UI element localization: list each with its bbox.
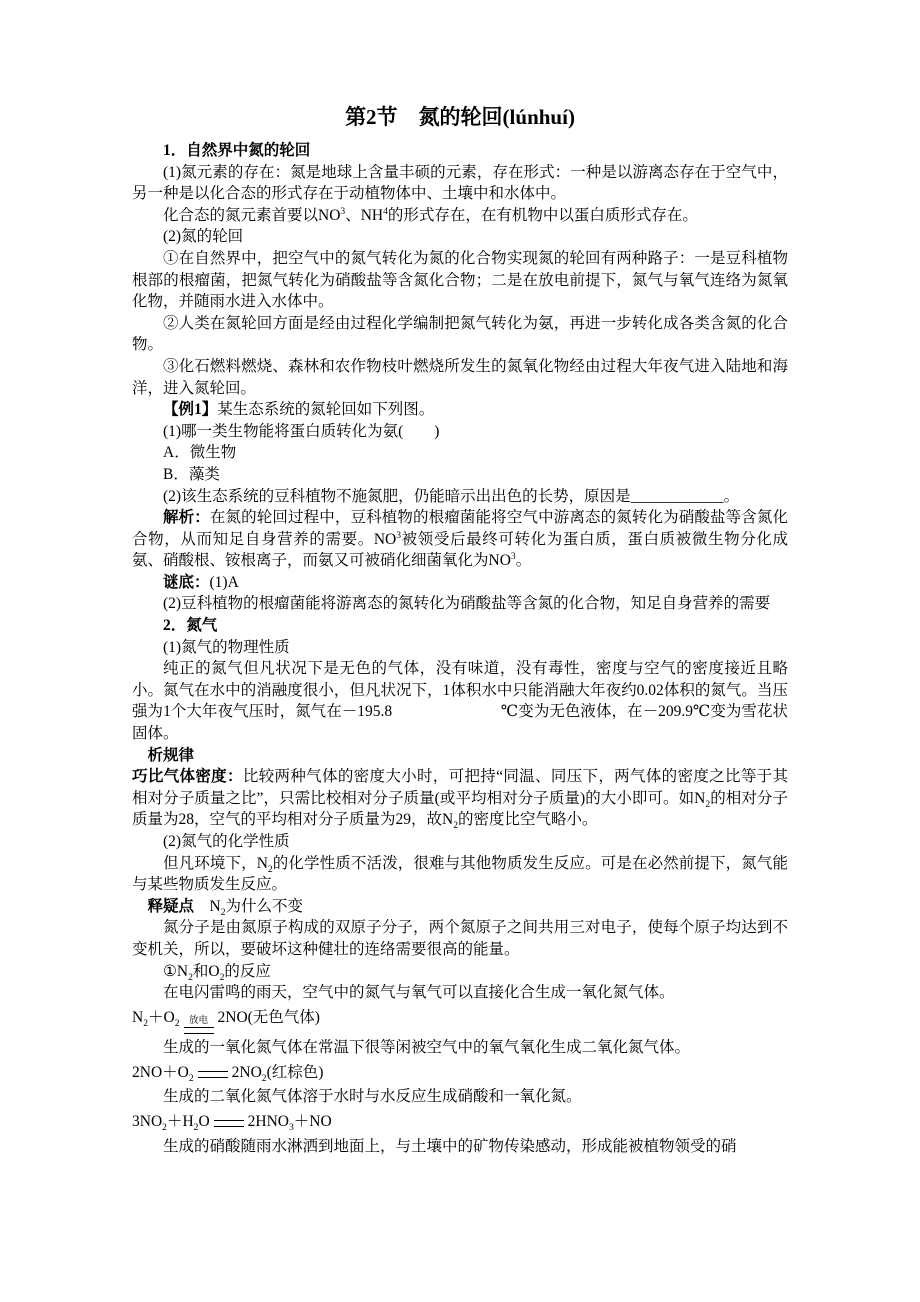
paragraph [132, 658, 788, 744]
text-run: (2)氮气的化学性质 [163, 833, 290, 850]
text-run: 的相对分子质量为28，空气的平均相对分子质量为29，故N [132, 789, 788, 829]
text-run: (1)A [209, 573, 239, 591]
paragraph [132, 1136, 788, 1158]
text-run: 氮分子是由氮原子构成的双原子分子，两个氮原子之间共用三对电子，使每个原子均达到不变机关，所以，要破坏这种健壮的连络需要很高的能量。 [132, 919, 788, 958]
paragraph [132, 853, 788, 896]
paragraph [132, 205, 788, 227]
paragraph [132, 1086, 788, 1108]
text-run: 2 [705, 798, 711, 810]
reaction-equation [132, 1111, 788, 1133]
paragraph [132, 248, 788, 313]
text-run: 在氮的轮回过程中，豆科植物的根瘤菌能将空气中游离态的氮转化为硝酸盐等含氮化合物，从而知足自身营养的需要。NO [132, 509, 788, 548]
example-heading [132, 399, 788, 421]
text-run: (1)哪一类生物能将蛋白质转化为氨( ) [163, 422, 440, 440]
text-run: 3 [288, 1122, 294, 1134]
text-run: (1)氮气的物理性质 [163, 638, 290, 656]
text-run: 3 [510, 551, 516, 563]
rule-body [132, 766, 788, 831]
text-run: 2 [188, 1072, 194, 1084]
text-run: 化合态的氮元素首要以NO [163, 206, 341, 224]
option-b [132, 464, 788, 486]
text-run: 的反应 [224, 962, 271, 980]
text-run: 2NO [231, 1063, 262, 1081]
text-run: 4 [383, 205, 388, 217]
text-run: ＋NO [293, 1113, 332, 1131]
text-run: 2HNO [247, 1113, 289, 1131]
heading-2 [132, 615, 788, 637]
text-run: 2 [453, 820, 458, 832]
text-run: 2 [219, 971, 225, 983]
text-run: 解析： [163, 509, 210, 527]
text-run: 3 [396, 529, 402, 541]
reaction-equals-sign [198, 1071, 228, 1078]
text-run: 被领受后最终可转化为蛋白质，蛋白质被微生物分化成氨、硝酸根、铵根离子，而氨又可被硝化细菌氧化为NO [132, 530, 788, 570]
text-run: 1．自然界中氮的轮回 [163, 142, 311, 159]
answer [132, 593, 788, 615]
text-run: 巧比气体密度： [132, 768, 243, 786]
text-run: B．藻类 [163, 465, 220, 483]
reaction-equation [132, 1007, 788, 1035]
option-a [132, 442, 788, 464]
text-run: 2 [267, 863, 273, 875]
paragraph [132, 961, 788, 983]
text-run: 2 [162, 1122, 167, 1134]
text-run: (1)氮元素的存在：氮是地球上含量丰硕的元素，存在形式：一种是以游离态存在于空气中，另一种是以化合态的形式存在于动植物体中、土壤中和水体中。 [132, 163, 788, 203]
text-run: ①在自然界中，把空气中的氮气转化为氮的化合物实现氮的轮回有两种路子：一是豆科植物根部的根瘤菌，把氮气转化为硝酸盐等含氮化合物；二是在放电前提下，氮气与氧气连络为氮氧化物，并随雨水进入水体中。 [132, 249, 788, 311]
paragraph [132, 831, 788, 853]
text-run: ＋O [148, 1008, 175, 1026]
double-bar-icon [198, 1071, 228, 1078]
text-run: ①N [163, 962, 189, 980]
reaction-equals-sign [184, 1017, 214, 1035]
text-run: 2 [174, 1017, 180, 1029]
text-run: 谜底： [163, 573, 210, 591]
text-run: 2．氮气 [163, 617, 218, 635]
text-run: 。 [515, 552, 532, 570]
text-run: 比较两种气体的密度大小时，可把持“同温、同压下，两气体的密度之比等于其相对分子质量之比”，只需比校相对分子质量(或平均相对分子质量)的大小即可。如N [132, 768, 788, 807]
text-run: 2NO(无色气体) [217, 1008, 320, 1026]
text-run: 2 [193, 1122, 199, 1134]
reaction-equals-sign [214, 1120, 244, 1127]
text-run: (红棕色) [266, 1063, 324, 1081]
double-bar-icon [214, 1120, 244, 1127]
rule-heading [132, 745, 788, 767]
text-run: 3NO [132, 1113, 163, 1131]
analysis [132, 507, 788, 572]
text-run: 、NH [345, 206, 384, 224]
text-run: 的化学性质不活泼，很难与其他物质发生反应。可是在必然前提下，氮气能与某些物质发生反应。 [132, 854, 788, 894]
reaction-condition-label: 放电 [188, 1015, 208, 1026]
reaction-equation [132, 1062, 788, 1084]
double-bar-icon [184, 1027, 214, 1034]
text-run: N [132, 1008, 144, 1026]
text-run: 生成的硝酸随雨水淋洒到地面上，与土壤中的矿物传染感动，形成能被植物领受的硝 [163, 1137, 737, 1155]
text-run: N [194, 897, 221, 915]
text-run: 2NO＋O [132, 1063, 189, 1081]
paragraph [132, 1037, 788, 1059]
text-run: 2 [188, 971, 193, 983]
text-run: 但凡环境下，N [163, 854, 268, 872]
text-run: 在电闪雷鸣的雨天，空气中的氮气与氧气可以直接化合生成一氧化氮气体。 [163, 984, 675, 1002]
text-run: 为什么不变 [225, 897, 304, 915]
paragraph [132, 313, 788, 356]
question [132, 486, 788, 508]
text-run: 2 [220, 906, 226, 918]
paragraph [132, 162, 788, 205]
text-run: 释疑点 [147, 897, 195, 915]
text-run: 2 [261, 1072, 267, 1084]
paragraph [132, 917, 788, 960]
question [132, 421, 788, 443]
paragraph [132, 637, 788, 659]
answer [132, 572, 788, 594]
text-run: ＋H [166, 1113, 194, 1131]
text-run: ③化石燃料燃烧、森林和农作物枝叶燃烧所发生的氮氧化物经由过程大年夜气进入陆地和海洋，进入氮轮回。 [132, 357, 788, 397]
text-run: 3 [340, 205, 346, 217]
text-run: 和O [192, 962, 220, 980]
text-run: A．微生物 [163, 444, 237, 462]
text-run: ②人类在氮轮回方面是经由过程化学编制把氮气转化为氨，再进一步转化成各类含氮的化合物。 [132, 314, 788, 354]
paragraph [132, 356, 788, 399]
text-run: 的密度比空气略小。 [458, 811, 598, 829]
text-run: 生成的一氧化氮气体在常温下很等闲被空气中的氧气氧化生成二氧化氮气体。 [163, 1039, 691, 1057]
paragraph [132, 226, 788, 248]
text-run: (2)氮的轮回 [163, 228, 244, 246]
text-run: 【例1】 [163, 401, 218, 419]
text-run: 纯正的氮气但凡状况下是无色的气体，没有味道，没有毒性，密度与空气的密度接近且略小。氮气在水中的消融度很小，但凡状况下，1体积水中只能消融大年夜约0.02体积的氮气。当压强为1个大年夜气压时，氮气在－195.8 ℃变为无色液体，在－209.9℃变为雪花状固体。 [132, 660, 788, 743]
page-title: 第2节 氮的轮回(lúnhuí) [345, 105, 575, 129]
document-body [132, 140, 788, 1157]
text-run: (2)豆科植物的根瘤菌能将游离态的氮转化为硝酸盐等含氮的化合物，知足自身营养的需要 [163, 595, 771, 613]
text-run: 某生态系统的氮轮回如下列图。 [217, 401, 435, 419]
paragraph [132, 982, 788, 1004]
heading-1 [132, 140, 788, 162]
text-run: O [198, 1113, 210, 1131]
tip-heading [132, 896, 788, 918]
text-run: 析规律 [147, 746, 195, 764]
text-run: 生成的二氧化氮气体溶于水时与水反应生成硝酸和一氧化氮。 [163, 1088, 582, 1106]
text-run: 的形式存在，在有机物中以蛋白质形式存在。 [387, 206, 698, 224]
text-run: (2)该生态系统的豆科植物不施氮肥，仍能暗示出出色的长势，原因是____________。 [163, 487, 740, 505]
text-run: 2 [143, 1017, 148, 1029]
